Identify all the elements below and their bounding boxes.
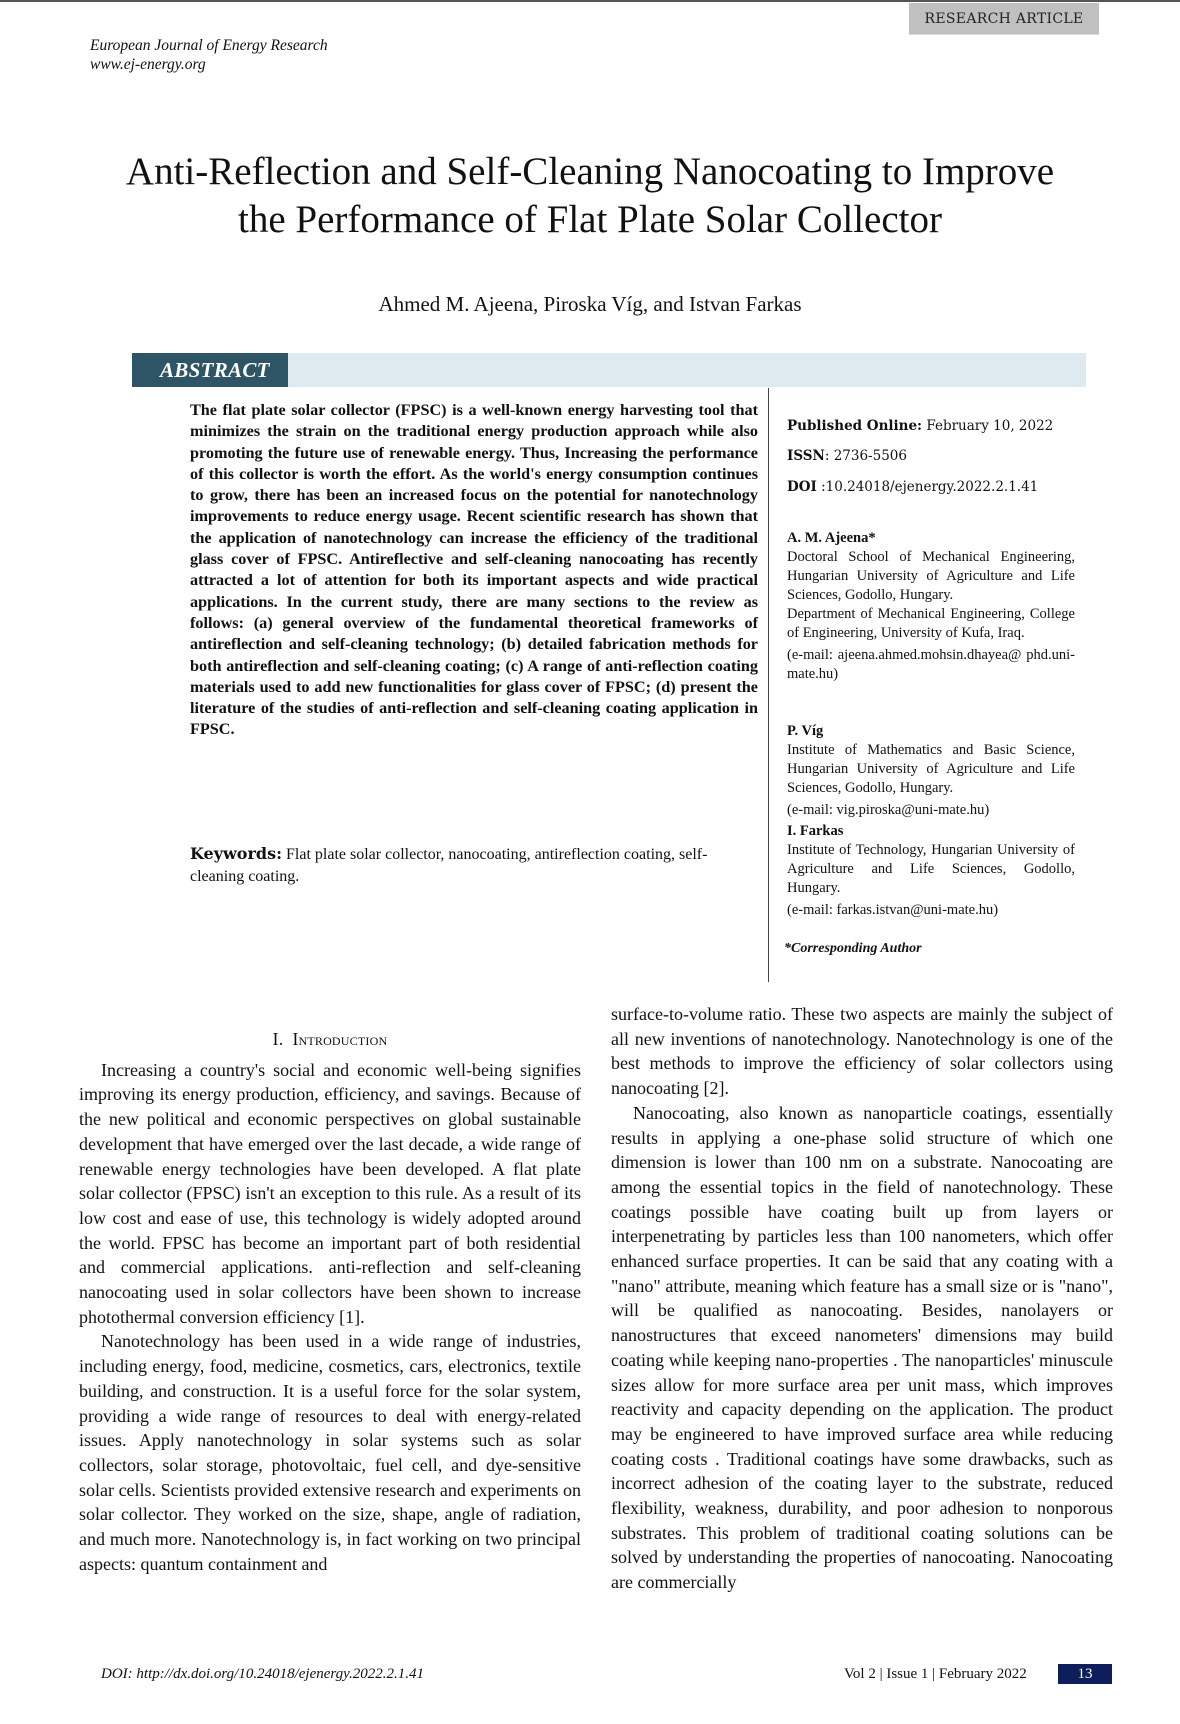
author-affiliation: Doctoral School of Mechanical Engineering, Hungarian University of Agriculture and Life Sciences, Godollo, Hungary. <box>787 549 1075 603</box>
body-paragraph: Increasing a country's social and economic well-being signifies improving its energy production, efficiency, and savings. Because of the new political and economic perspectives on global sustainable development that have emerged over the last decade, a wide range of renewable energy technologies have been developed. A flat plate solar collector (FPSC) isn't an exception to this rule. As a result of its low cost and ease of use, this technology is widely adopted around the world. FPSC has become an important part of both residential and commercial applications. anti-reflection and self-cleaning nanocoating used in solar collectors have been shown to increase photothermal conversion efficiency [1]. <box>79 1059 581 1327</box>
body-paragraph: Nanotechnology has been used in a wide range of industries, including energy, food, medicine, cosmetics, cars, electronics, textile building, and construction. It is a useful force for the solar system, providing a wide range of resources to deal with energy-related issues. Apply nanotechnology in solar systems such as solar collectors, solar storage, photovoltaic, fuel cell, and dye-sensitive solar cells. Scientists provided extensive research and experiments on solar collector. They worked on the size, shape, angle of radiation, and much more. Nanotechnology is, in fact working on two principal aspects: quantum containment and <box>79 1331 581 1574</box>
author-name: I. Farkas <box>787 823 844 839</box>
journal-url[interactable]: www.ej-energy.org <box>90 56 206 73</box>
author-affiliation: Institute of Mathematics and Basic Science, Hungarian University of Agriculture and Life Sciences, Godollo, Hungary. <box>787 742 1075 796</box>
keywords <box>190 843 758 888</box>
section-heading <box>79 1027 581 1052</box>
author-affiliation-2 <box>787 722 1075 820</box>
journal-header <box>90 36 328 74</box>
published-value: February 10, 2022 <box>922 418 1054 434</box>
doi-meta <box>787 478 1075 497</box>
section-title: Introduction <box>292 1029 388 1049</box>
body-paragraph: surface-to-volume ratio. These two aspects are mainly the subject of all new inventions of nanotechnology. Nanotechnology is one of the best methods to improve the efficiency of solar collectors using nanocoating [2]. <box>611 1004 1113 1099</box>
author-affiliation-1 <box>787 529 1075 684</box>
author-name: A. M. Ajeena* <box>787 530 876 546</box>
author-list: Ahmed M. Ajeena, Piroska Víg, and Istvan Farkas <box>378 292 802 316</box>
issn-label: ISSN <box>787 448 825 464</box>
published-online <box>787 417 1075 436</box>
doi-value[interactable]: :10.24018/ejenergy.2022.2.1.41 <box>816 479 1039 495</box>
footer-doi-link[interactable]: DOI: http://dx.doi.org/10.24018/ejenergy.2022.2.1.41 <box>101 1666 425 1682</box>
corresponding-author-note: *Corresponding Author <box>784 941 922 956</box>
author-name: P. Víg <box>787 723 824 739</box>
author-email[interactable]: (e-mail: farkas.istvan@uni-mate.hu) <box>787 902 999 918</box>
body-column-left <box>79 1027 581 1576</box>
issn-value: : 2736-5506 <box>824 448 907 464</box>
article-type-badge: RESEARCH ARTICLE <box>909 3 1099 35</box>
abstract-heading: ABSTRACT <box>132 353 288 387</box>
abstract-text: The flat plate solar collector (FPSC) is a well-known energy harvesting tool that minimizes the strain on the traditional energy production approach while also promoting the future use of renewable energy. Thus, Increasing the performance of this collector is worth the effort. As the world's energy consumption continues to grow, there has been an increased focus on the potential for nanotechnology improvements to reduce energy usage. Recent scientific research has shown that the application of nanotechnology can increase the efficiency of the traditional glass cover of FPSC. Antireflective and self-cleaning nanocoating has recently attracted a lot of attention for both its important aspects and wide practical applications. In the current study, there are many sections to the review as follows: (a) general overview of the fundamental theoretical frameworks of antireflection and self-cleaning technology; (b) detailed fabrication methods for both antireflection and self-cleaning coating; (c) A range of anti-reflection coating materials used to add new functionalities for glass cover of FPSC; (d) present the literature of the studies of anti-reflection and self-cleaning coating application in FPSC. <box>190 401 758 739</box>
keywords-label: Keywords: <box>190 844 283 863</box>
column-divider <box>768 388 769 982</box>
author-email[interactable]: (e-mail: vig.piroska@uni-mate.hu) <box>787 802 990 818</box>
section-number: I. <box>272 1029 284 1049</box>
doi-label: DOI <box>787 479 817 495</box>
body-column-right <box>611 1002 1113 1595</box>
body-paragraph: Nanocoating, also known as nanoparticle coatings, essentially results in applying a one-phase solid structure of which one dimension is lower than 100 nm on a substrate. Nanocoating are among the essential topics in the field of nanotechnology. These coatings possible have coating built up from layers or interpenetrating by particles less than 100 nanometers, which offer enhanced surface properties. It can be said that any coating with a "nano" attribute, meaning which feature has a small size or is "nano", will be qualified as nanocoating. Besides, nanolayers or nanostructures that exceed nanometers' dimensions may build coating while keeping nano-properties . The nanoparticles' minuscule sizes allow for more surface area per unit mass, which improves reactivity and capacity depending on the application. The product may be engineered to have improved surface area while reducing coating costs . Traditional coatings have some drawbacks, such as incorrect adhesion of the coating layer to the substrate, reduced flexibility, weakness, durability, and poor adhesion to nonporous substrates. This problem of traditional coating solutions can be solved by understanding the properties of nanocoating. Nanocoating are commercially <box>611 1102 1113 1593</box>
author-email[interactable]: (e-mail: ajeena.ahmed.mohsin.dhayea@ phd.uni-mate.hu) <box>787 647 1075 682</box>
author-affiliation-secondary: Department of Mechanical Engineering, College of Engineering, University of Kufa, Iraq. <box>787 606 1075 641</box>
footer-volume-info: Vol 2 | Issue 1 | February 2022 <box>844 1666 1027 1682</box>
published-label: Published Online: <box>787 418 923 434</box>
journal-name: European Journal of Energy Research <box>90 37 328 54</box>
author-affiliation: Institute of Technology, Hungarian University of Agriculture and Life Sciences, Godollo, Hungary. <box>787 842 1075 896</box>
page-number: 13 <box>1058 1664 1112 1684</box>
keywords-list: Flat plate solar collector, nanocoating, antireflection coating, self-cleaning coating. <box>190 846 708 885</box>
article-title: Anti-Reflection and Self-Cleaning Nanocoating to Improve the Performance of Flat Plate Solar Collector <box>125 150 1055 241</box>
issn <box>787 447 1075 466</box>
top-rule <box>0 0 1180 2</box>
author-affiliation-3 <box>787 822 1075 920</box>
